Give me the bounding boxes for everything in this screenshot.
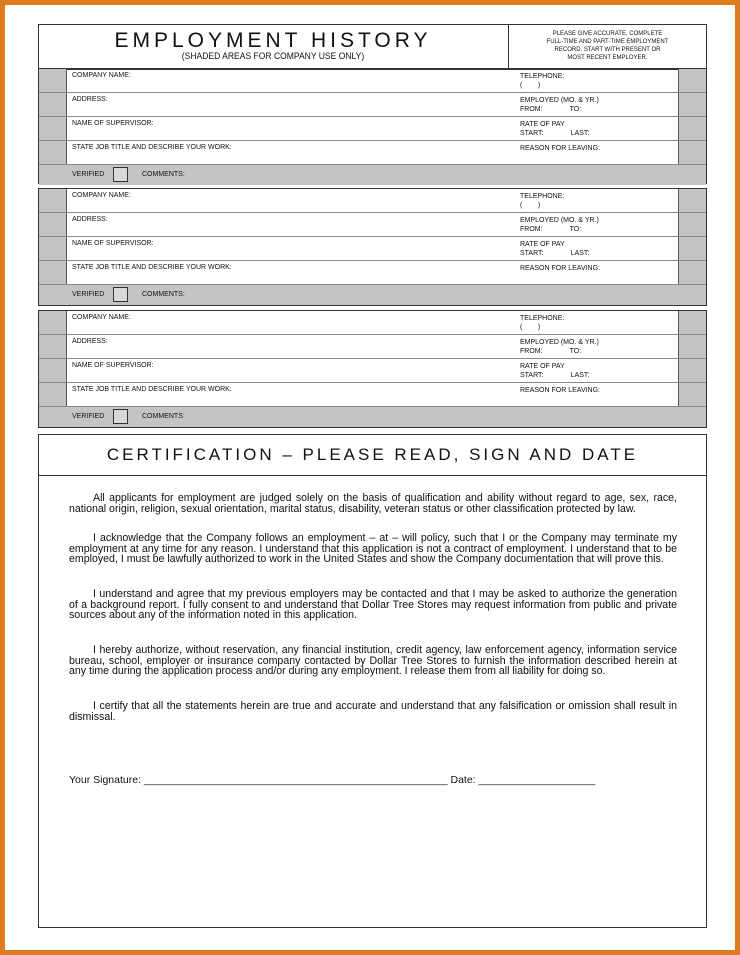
company-use-cell xyxy=(39,141,67,164)
reason-leaving-label: REASON FOR LEAVING: xyxy=(520,387,600,394)
page-subtitle: (SHADED AREAS FOR COMPANY USE ONLY) xyxy=(181,51,365,62)
reason-leaving-label: REASON FOR LEAVING: xyxy=(520,145,600,152)
address-label: ADDRESS: xyxy=(72,216,108,223)
job-title-label: STATE JOB TITLE AND DESCRIBE YOUR WORK: xyxy=(72,264,232,271)
certification-paragraph: I certify that all the statements herein are true and accurate and understand that any falsification or omission shall result in dismissal. xyxy=(69,700,677,723)
comments-label: COMMENTS: xyxy=(142,291,185,298)
verified-row xyxy=(39,407,706,427)
instructions-line: MOST RECENT EMPLOYER. xyxy=(567,55,648,61)
comments-label: COMMENTS: xyxy=(142,171,185,178)
company-use-cell xyxy=(39,189,67,212)
signature-date-line[interactable]: Your Signature: ____________________________________________________ Date: ____________________ xyxy=(69,774,596,786)
company-row[interactable] xyxy=(39,311,706,335)
employer-block-2 xyxy=(38,188,707,306)
supervisor-label: NAME OF SUPERVISOR: xyxy=(72,240,154,247)
company-use-cell xyxy=(39,335,67,358)
employment-history-header xyxy=(38,24,707,70)
verified-row xyxy=(39,165,706,185)
verified-row xyxy=(39,285,706,305)
company-use-cell xyxy=(39,359,67,382)
employed-label: EMPLOYED (MO. & YR.) FROM: TO: xyxy=(520,339,599,355)
page-title: EMPLOYMENT HISTORY xyxy=(114,29,432,52)
company-row[interactable] xyxy=(39,69,706,93)
telephone-label: TELEPHONE: ( ) xyxy=(520,73,565,89)
company-use-cell xyxy=(678,261,706,284)
job-title-label: STATE JOB TITLE AND DESCRIBE YOUR WORK: xyxy=(72,144,232,151)
address-row[interactable] xyxy=(39,335,706,359)
company-name-label: COMPANY NAME: xyxy=(72,192,131,199)
company-use-cell xyxy=(678,141,706,164)
employed-label: EMPLOYED (MO. & YR.) FROM: TO: xyxy=(520,217,599,233)
certification-section xyxy=(38,434,707,928)
employer-block-1 xyxy=(38,68,707,184)
rate-of-pay-label: RATE OF PAY START: LAST: xyxy=(520,121,590,137)
address-label: ADDRESS: xyxy=(72,96,108,103)
certification-paragraph: I hereby authorize, without reservation, any financial institution, credit agency, law enforcement agency, information service bureau, school, employer or insurance company contacted by Dollar Tree Stores to furnish the information described herein at any time during the application process and/or during any employment. I release them from all liability for doing so. xyxy=(69,644,677,677)
instructions-note xyxy=(508,25,706,69)
job-title-label: STATE JOB TITLE AND DESCRIBE YOUR WORK: xyxy=(72,386,232,393)
job-title-row[interactable] xyxy=(39,383,706,407)
supervisor-row[interactable] xyxy=(39,359,706,383)
company-use-cell xyxy=(678,117,706,140)
company-use-cell xyxy=(678,335,706,358)
verified-checkbox[interactable] xyxy=(113,287,128,302)
company-name-label: COMPANY NAME: xyxy=(72,314,131,321)
verified-label: VERIFIED xyxy=(72,413,105,420)
address-row[interactable] xyxy=(39,213,706,237)
verified-checkbox[interactable] xyxy=(113,409,128,424)
supervisor-row[interactable] xyxy=(39,237,706,261)
certification-paragraph: I acknowledge that the Company follows an employment – at – will policy, such that I or the Company may terminate my employment at any time for any reason. I understand that this application is not a contract of employment. I understand that to be employed, I must be lawfully authorized to work in the United States and show the Company documentation that will prove this. xyxy=(69,532,677,565)
employment-form-page xyxy=(5,5,735,950)
company-use-cell xyxy=(678,359,706,382)
reason-leaving-label: REASON FOR LEAVING: xyxy=(520,265,600,272)
company-use-cell xyxy=(678,189,706,212)
supervisor-label: NAME OF SUPERVISOR: xyxy=(72,120,154,127)
instructions-line: PLEASE GIVE ACCURATE, COMPLETE xyxy=(552,31,663,37)
company-use-cell xyxy=(678,69,706,92)
employer-block-3 xyxy=(38,310,707,428)
certification-paragraph: All applicants for employment are judged solely on the basis of qualification and ability without regard to age, sex, race, national origin, religion, sexual orientation, marital status, disability, veteran status or other classification protected by law. xyxy=(69,492,677,515)
telephone-label: TELEPHONE: ( ) xyxy=(520,193,565,209)
company-use-cell xyxy=(678,311,706,334)
company-use-cell xyxy=(678,93,706,116)
supervisor-label: NAME OF SUPERVISOR: xyxy=(72,362,154,369)
company-use-cell xyxy=(39,93,67,116)
rate-of-pay-label: RATE OF PAY START: LAST: xyxy=(520,241,590,257)
company-use-cell xyxy=(678,213,706,236)
company-row[interactable] xyxy=(39,189,706,213)
address-label: ADDRESS: xyxy=(72,338,108,345)
company-use-cell xyxy=(39,383,67,406)
company-use-cell xyxy=(678,383,706,406)
company-use-cell xyxy=(39,237,67,260)
company-name-label: COMPANY NAME: xyxy=(72,72,131,79)
company-use-cell xyxy=(39,311,67,334)
company-use-cell xyxy=(678,237,706,260)
certification-paragraph: I understand and agree that my previous employers may be contacted and that I may be asked to authorize the generation of a background report. I fully consent to and understand that Dollar Tree Stores may request information from public and private sources about any of the information noted in this application. xyxy=(69,588,677,621)
telephone-label: TELEPHONE: ( ) xyxy=(520,315,565,331)
job-title-row[interactable] xyxy=(39,261,706,285)
rate-of-pay-label: RATE OF PAY START: LAST: xyxy=(520,363,590,379)
verified-label: VERIFIED xyxy=(72,171,105,178)
instructions-line: FULL-TIME AND PART-TIME EMPLOYMENT xyxy=(546,39,669,45)
verified-label: VERIFIED xyxy=(72,291,105,298)
company-use-cell xyxy=(39,117,67,140)
company-use-cell xyxy=(39,213,67,236)
comments-label: COMMENTS: xyxy=(142,413,185,420)
job-title-row[interactable] xyxy=(39,141,706,165)
company-use-cell xyxy=(39,261,67,284)
company-use-cell xyxy=(39,69,67,92)
employed-label: EMPLOYED (MO. & YR.) FROM: TO: xyxy=(520,97,599,113)
supervisor-row[interactable] xyxy=(39,117,706,141)
verified-checkbox[interactable] xyxy=(113,167,128,182)
certification-title: CERTIFICATION – PLEASE READ, SIGN AND DATE xyxy=(39,435,706,476)
instructions-line: RECORD. START WITH PRESENT OR xyxy=(554,47,661,53)
address-row[interactable] xyxy=(39,93,706,117)
